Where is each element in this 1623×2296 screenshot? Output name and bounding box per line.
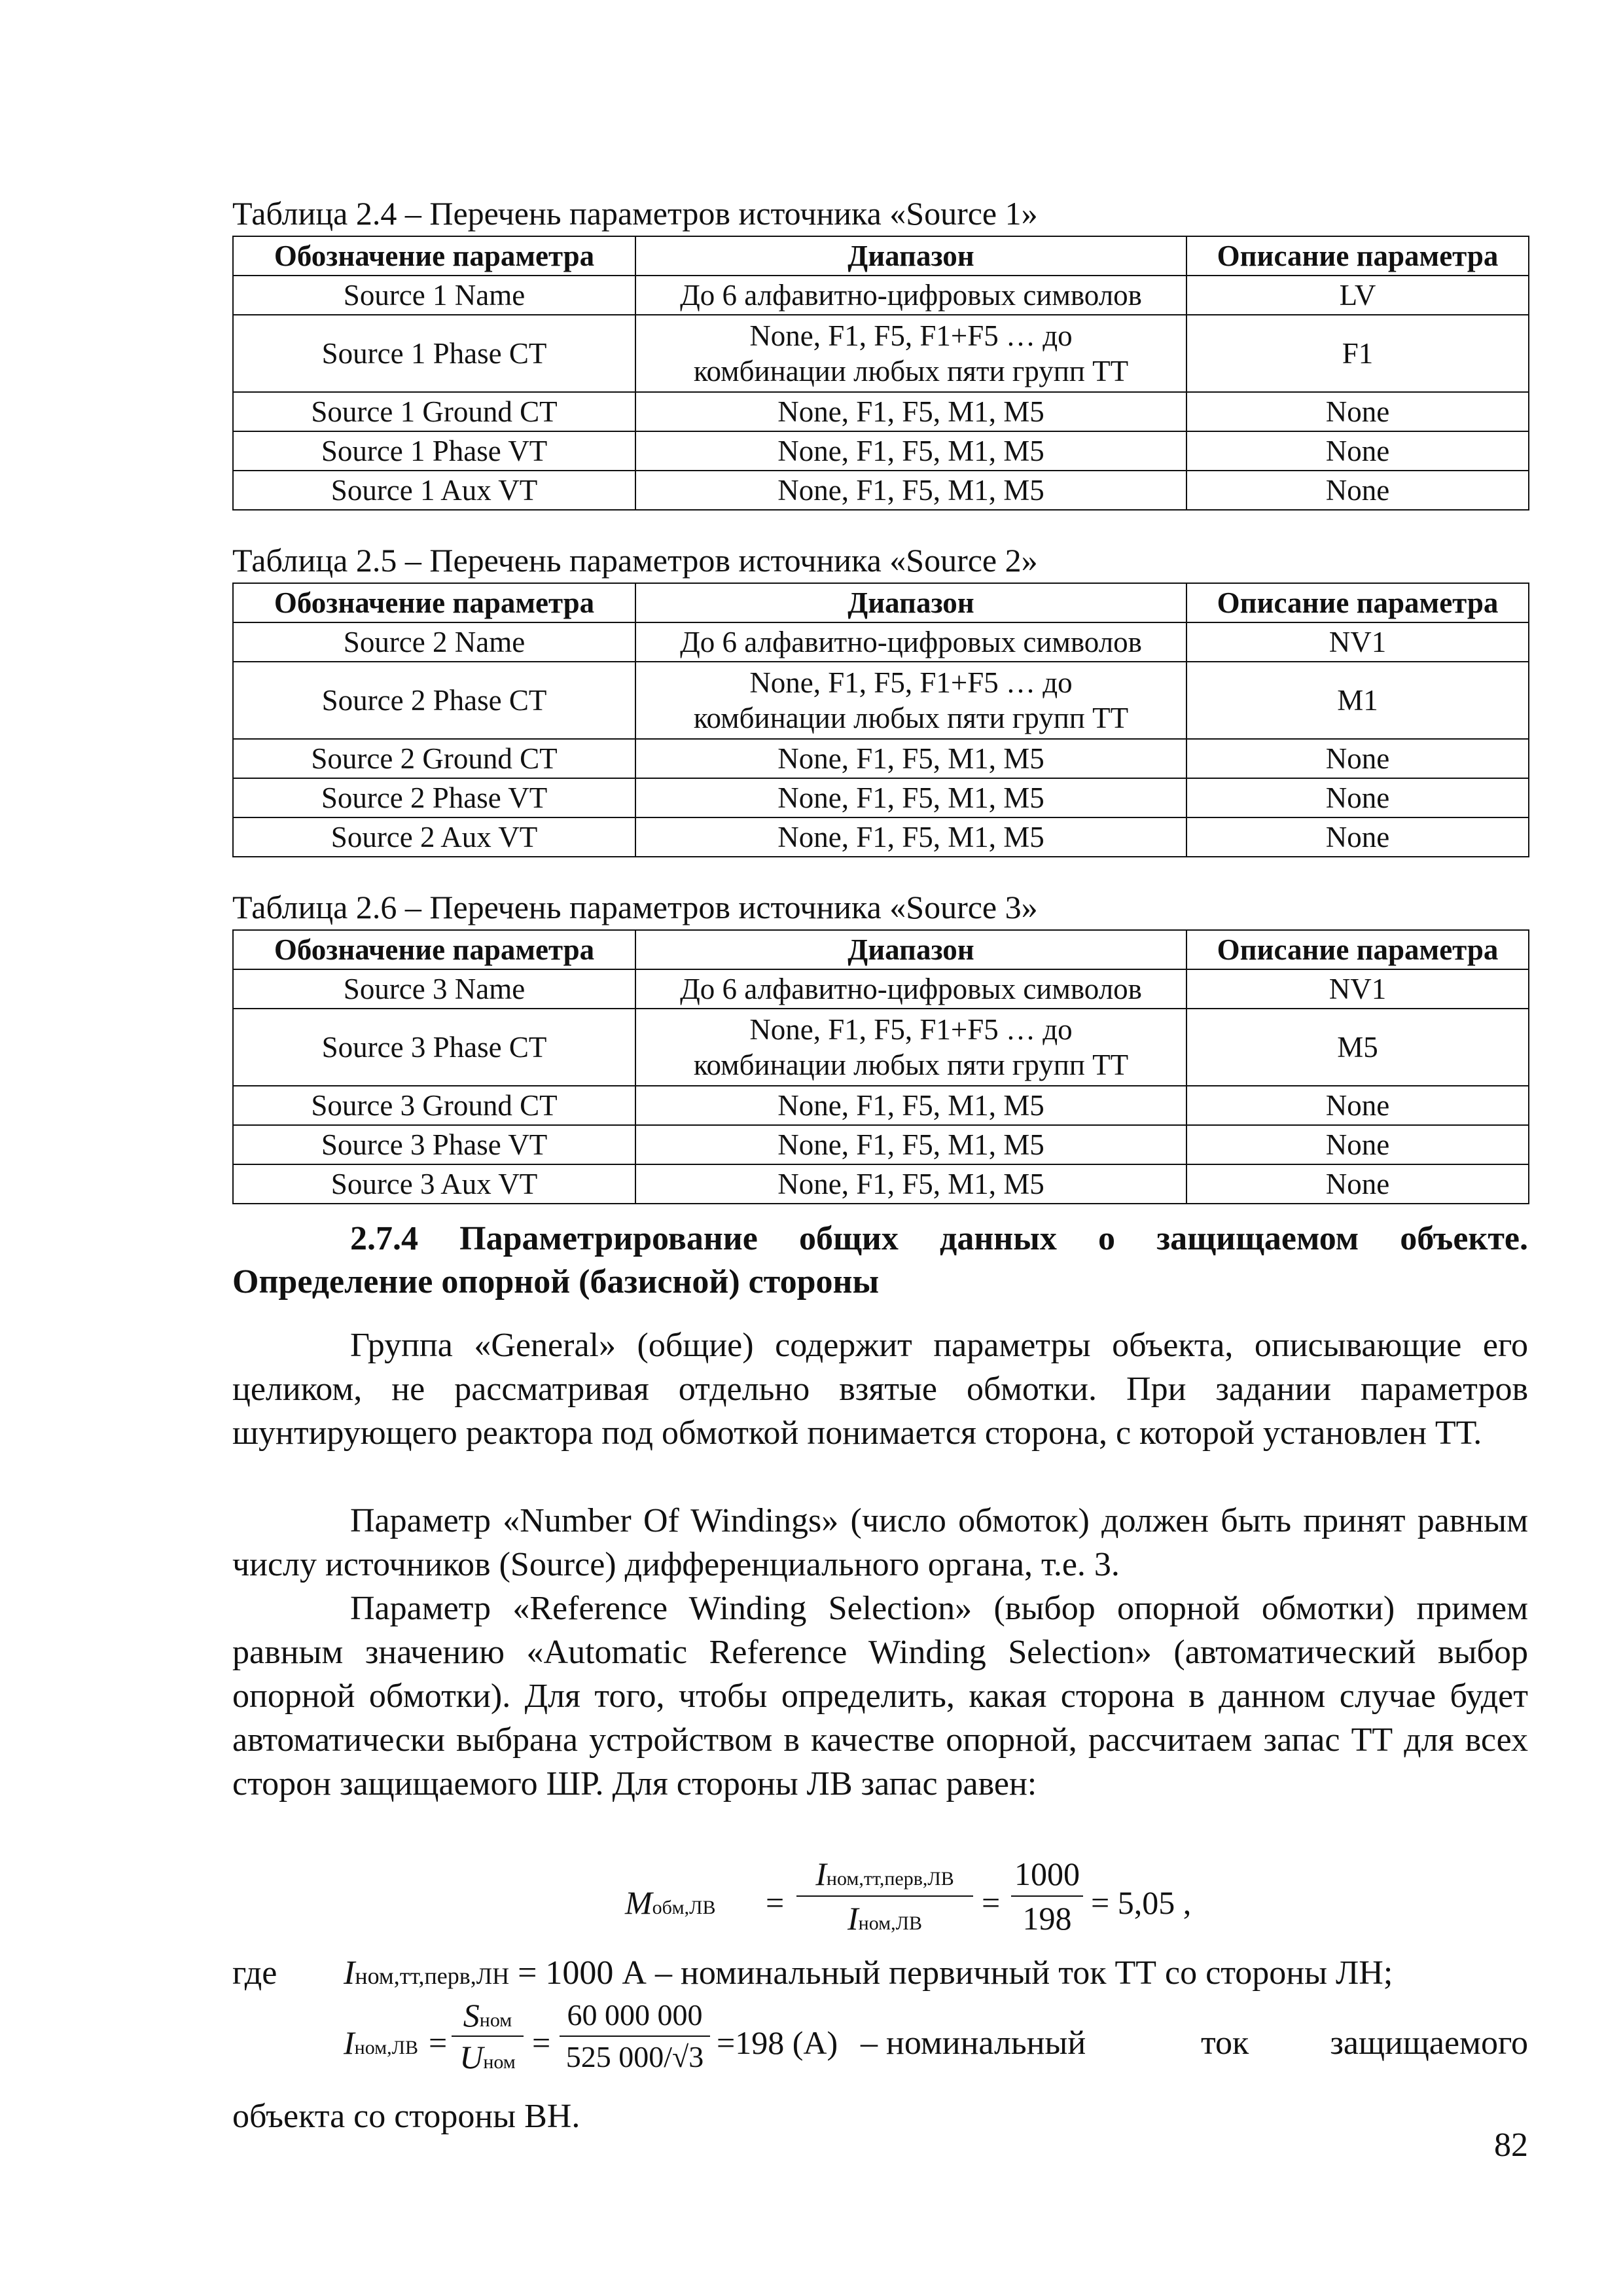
- param-name: Source 3 Ground CT: [233, 1086, 635, 1125]
- paragraph-text: Параметр «Reference Winding Selection» (выбор опорной обмотки) примем равным значению «Automatic Reference Winding Selection» (автоматический выбор опорной обмотки). Для того, чтобы определить, какая сторона в данном случае будет автоматически выбрана устройством в качестве опорной, рассчитаем запас ТТ для всех сторон защищаемого ШР. Для стороны ЛВ запас равен:: [232, 1590, 1528, 1803]
- parameters-table: [232, 583, 1529, 857]
- paragraph-text: Группа «General» (общие) содержит параметры объекта, описывающие его целиком, не рассматривая отдельно взятые обмотки. При задании параметров шунтирующего реактора под обмоткой понимается сторона, с которой установлен ТТ.: [232, 1327, 1528, 1452]
- param-name: Source 1 Phase VT: [233, 431, 635, 471]
- formula-reserve: [625, 1852, 1214, 1957]
- numerator: [796, 1852, 973, 1895]
- paragraph-text: объекта со стороны ВН.: [232, 2098, 580, 2135]
- table-row: [233, 1086, 1529, 1125]
- param-name: Source 1 Aux VT: [233, 471, 635, 510]
- param-name: Source 2 Name: [233, 622, 635, 662]
- paragraph-text: Параметр «Number Of Windings» (число обмоток) должен быть принят равным числу источников (Source) дифференциального органа, т.е. 3.: [232, 1502, 1528, 1583]
- table-row: [233, 622, 1529, 662]
- body-paragraph: [232, 1323, 1528, 1455]
- param-value: None: [1186, 1086, 1529, 1125]
- table-row: [233, 1125, 1529, 1164]
- param-range: До 6 алфавитно-цифровых символов: [635, 969, 1186, 1009]
- param-range: None, F1, F5, M1, M5: [635, 817, 1186, 857]
- definition-text: = 1000 А – номинальный первичный ток ТТ со стороны ЛН;: [509, 1954, 1393, 1992]
- fraction: [796, 1852, 973, 1940]
- table-row: [233, 969, 1529, 1009]
- param-range: [635, 315, 1186, 392]
- symbol: I: [344, 2024, 355, 2061]
- section-heading-line: 2.7.4 Параметрирование общих данных о защищаемом объекте.: [350, 1220, 1528, 1257]
- where-definition: [344, 1954, 1393, 1992]
- parameters-table: [232, 929, 1529, 1204]
- column-header: Описание параметра: [1186, 583, 1529, 622]
- formula-result: =198 (А): [717, 2024, 838, 2061]
- param-value: None: [1186, 392, 1529, 431]
- symbol: M: [625, 1884, 652, 1921]
- table-header-row: [233, 236, 1529, 276]
- table-row: [233, 1164, 1529, 1204]
- fraction: [560, 1995, 710, 2077]
- table-header-row: [233, 583, 1529, 622]
- fraction: [452, 1995, 524, 2077]
- column-header: Диапазон: [635, 236, 1186, 276]
- param-name: Source 2 Phase VT: [233, 778, 635, 817]
- param-value: None: [1186, 817, 1529, 857]
- param-value: None: [1186, 1164, 1529, 1204]
- table-row: [233, 431, 1529, 471]
- table-row: [233, 817, 1529, 857]
- param-value: M5: [1186, 1009, 1529, 1086]
- denominator: 525 000/√3: [560, 2036, 710, 2077]
- param-range-line: комбинации любых пяти групп ТТ: [693, 1049, 1129, 1081]
- param-value: None: [1186, 778, 1529, 817]
- param-range-line: None, F1, F5, F1+F5 … до: [749, 666, 1073, 699]
- symbol: I: [344, 1954, 355, 1992]
- param-range: [635, 1009, 1186, 1086]
- param-range-line: комбинации любых пяти групп ТТ: [693, 702, 1129, 734]
- equals-sign: =: [532, 2024, 551, 2061]
- section-heading-line: Определение опорной (базисной) стороны: [232, 1263, 880, 1300]
- table-header-row: [233, 930, 1529, 969]
- table-row: [233, 662, 1529, 739]
- column-header: Обозначение параметра: [233, 236, 635, 276]
- subscript: обм,ЛВ: [652, 1897, 716, 1918]
- denominator: [452, 2036, 524, 2077]
- param-range: До 6 алфавитно-цифровых символов: [635, 622, 1186, 662]
- table-row: [233, 471, 1529, 510]
- param-value: None: [1186, 1125, 1529, 1164]
- param-range: None, F1, F5, M1, M5: [635, 392, 1186, 431]
- param-value: None: [1186, 739, 1529, 778]
- table-row: [233, 1009, 1529, 1086]
- param-name: Source 3 Aux VT: [233, 1164, 635, 1204]
- body-paragraph: [232, 1587, 1528, 1806]
- param-name: Source 3 Name: [233, 969, 635, 1009]
- body-paragraph: [232, 2094, 1528, 2138]
- definition-text: – номинальный: [861, 2024, 1086, 2062]
- param-value: M1: [1186, 662, 1529, 739]
- numerator: 1000: [1014, 1856, 1080, 1892]
- param-range: None, F1, F5, M1, M5: [635, 778, 1186, 817]
- table-row: [233, 392, 1529, 431]
- symbol: S: [463, 1997, 480, 2034]
- param-value: F1: [1186, 315, 1529, 392]
- table-row: [233, 315, 1529, 392]
- param-range-line: комбинации любых пяти групп ТТ: [693, 355, 1129, 387]
- param-value: None: [1186, 471, 1529, 510]
- table-caption: Таблица 2.6 – Перечень параметров источника «Source 3»: [232, 889, 1038, 925]
- subscript: ном,ЛВ: [354, 2037, 418, 2058]
- symbol: I: [847, 1900, 859, 1937]
- denominator: 198: [1011, 1895, 1083, 1940]
- denominator: [796, 1895, 973, 1940]
- column-header: Диапазон: [635, 583, 1186, 622]
- subscript: ном,тт,перв,ЛН: [355, 1963, 510, 1989]
- equals-sign: =: [766, 1884, 785, 1921]
- section-heading: [232, 1217, 1528, 1304]
- param-range: None, F1, F5, M1, M5: [635, 471, 1186, 510]
- fraction: [1011, 1852, 1083, 1940]
- param-name: Source 2 Ground CT: [233, 739, 635, 778]
- param-range: None, F1, F5, M1, M5: [635, 1125, 1186, 1164]
- definition-text: ток: [1201, 2024, 1249, 2062]
- numerator: 60 000 000: [567, 1998, 703, 2032]
- subscript: ном,тт,перв,ЛВ: [826, 1868, 954, 1890]
- page-number: 82: [1494, 2126, 1528, 2164]
- table-row: [233, 739, 1529, 778]
- param-range-line: None, F1, F5, F1+F5 … до: [749, 319, 1073, 352]
- column-header: Обозначение параметра: [233, 930, 635, 969]
- definition-text: защищаемого: [1330, 2024, 1528, 2062]
- subscript: ном: [479, 2009, 512, 2031]
- param-value: LV: [1186, 276, 1529, 315]
- table-caption: Таблица 2.5 – Перечень параметров источника «Source 2»: [232, 542, 1038, 579]
- equals-sign: =: [429, 2024, 448, 2061]
- formula-lhs: [625, 1884, 715, 1922]
- table-row: [233, 778, 1529, 817]
- where-line: [232, 1954, 1528, 1992]
- param-name: Source 2 Aux VT: [233, 817, 635, 857]
- subscript: ном: [483, 2051, 516, 2073]
- param-range: None, F1, F5, M1, M5: [635, 431, 1186, 471]
- param-range: None, F1, F5, M1, M5: [635, 1164, 1186, 1204]
- param-name: Source 3 Phase CT: [233, 1009, 635, 1086]
- param-range: [635, 662, 1186, 739]
- param-name: Source 1 Phase CT: [233, 315, 635, 392]
- param-range-line: None, F1, F5, F1+F5 … до: [749, 1013, 1073, 1046]
- param-value: NV1: [1186, 622, 1529, 662]
- column-header: Описание параметра: [1186, 236, 1529, 276]
- param-name: Source 1 Name: [233, 276, 635, 315]
- param-range: None, F1, F5, M1, M5: [635, 1086, 1186, 1125]
- column-header: Описание параметра: [1186, 930, 1529, 969]
- param-value: NV1: [1186, 969, 1529, 1009]
- param-name: Source 2 Phase CT: [233, 662, 635, 739]
- numerator: [452, 1995, 524, 2036]
- formula-current: [344, 1995, 1528, 2093]
- param-value: None: [1186, 431, 1529, 471]
- body-paragraph: [232, 1499, 1528, 1587]
- formula-lhs: [344, 2024, 418, 2062]
- table-row: [233, 276, 1529, 315]
- equals-sign: =: [982, 1884, 1001, 1921]
- subscript: ном,ЛВ: [858, 1912, 922, 1934]
- param-name: Source 3 Phase VT: [233, 1125, 635, 1164]
- param-name: Source 1 Ground CT: [233, 392, 635, 431]
- symbol: I: [815, 1856, 827, 1892]
- where-label: где: [232, 1954, 277, 1992]
- column-header: Диапазон: [635, 930, 1186, 969]
- parameters-table: [232, 236, 1529, 511]
- param-range: До 6 алфавитно-цифровых символов: [635, 276, 1186, 315]
- symbol: U: [459, 2039, 484, 2075]
- table-caption: Таблица 2.4 – Перечень параметров источника «Source 1»: [232, 195, 1038, 232]
- column-header: Обозначение параметра: [233, 583, 635, 622]
- param-range: None, F1, F5, M1, M5: [635, 739, 1186, 778]
- formula-result: = 5,05 ,: [1091, 1884, 1192, 1921]
